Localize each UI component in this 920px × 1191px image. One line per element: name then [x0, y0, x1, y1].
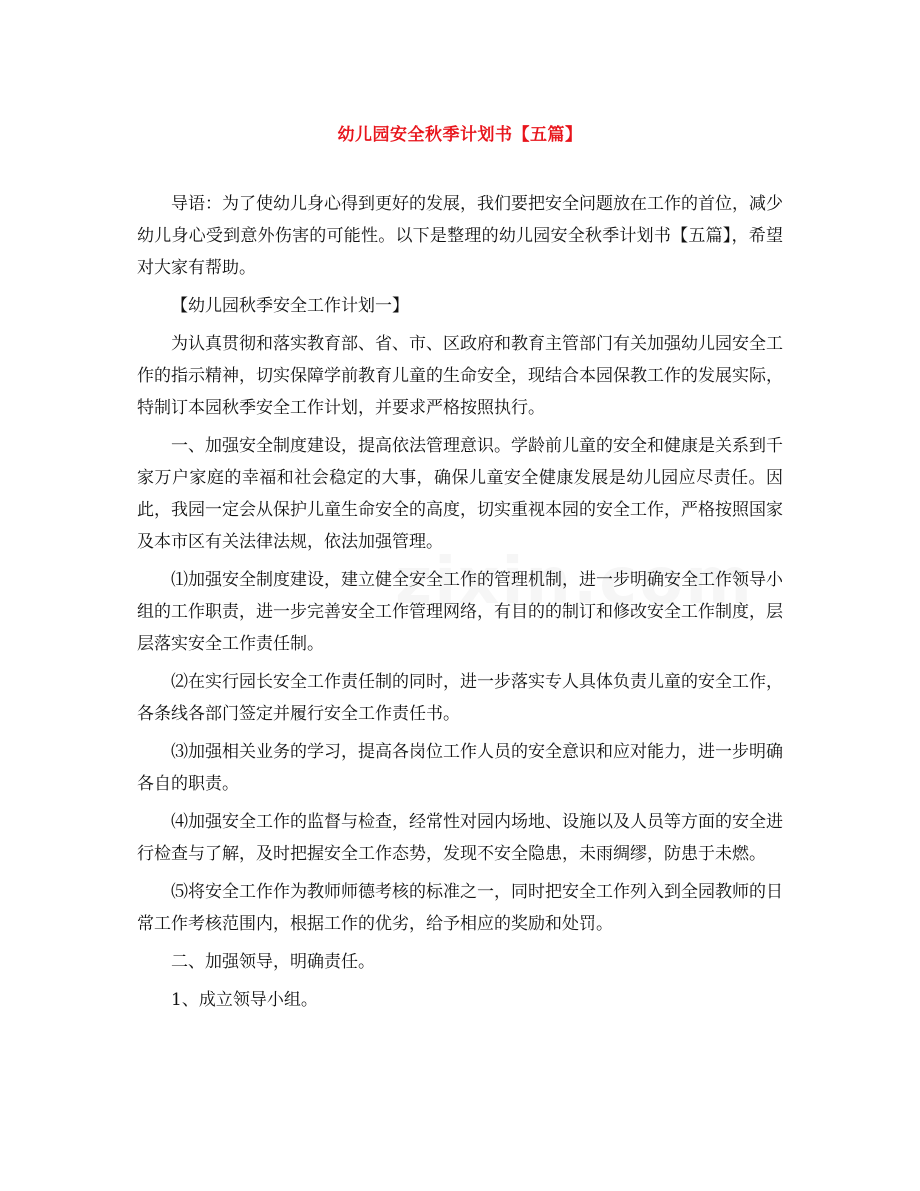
body-paragraph: 为认真贯彻和落实教育部、省、市、区政府和教育主管部门有关加强幼儿园安全工作的指示精神，切实保障学前教育儿童的生命安全，现结合本园保教工作的发展实际，特制订本园秋季安全工作计划，并要求严格按照执行。	[137, 334, 783, 418]
list-item: ⑵在实行园长安全工作责任制的同时，进一步落实专人具体负责儿童的安全工作，各条线各部门签定并履行安全工作责任书。	[137, 672, 783, 724]
list-item: ⑶加强相关业务的学习，提高各岗位工作人员的安全意识和应对能力，进一步明确各自的职责。	[137, 742, 783, 794]
body-paragraph: 一、加强安全制度建设，提高依法管理意识。学龄前儿童的安全和健康是关系到千家万户家庭的幸福和社会稳定的大事，确保儿童安全健康发展是幼儿园应尽责任。因此，我园一定会从保护儿童生命安全的高度，切实重视本园的安全工作，严格按照国家及本市区有关法律法规，依法加强管理。	[137, 436, 783, 552]
intro-paragraph: 导语：为了使幼儿身心得到更好的发展，我们要把安全问题放在工作的首位，减少幼儿身心受到意外伤害的可能性。以下是整理的幼儿园安全秋季计划书【五篇】，希望对大家有帮助。	[137, 194, 783, 278]
document-body	[137, 188, 783, 1022]
list-item: ⑸将安全工作作为教师师德考核的标准之一，同时把安全工作列入到全园教师的日常工作考核范围内，根据工作的优劣，给予相应的奖励和处罚。	[137, 882, 783, 934]
list-item: ⑴加强安全制度建设，建立健全安全工作的管理机制，进一步明确安全工作领导小组的工作职责，进一步完善安全工作管理网络，有目的的制订和修改安全工作制度，层层落实安全工作责任制。	[137, 570, 783, 654]
section-heading: 【幼儿园秋季安全工作计划一】	[171, 296, 409, 316]
list-item: ⑷加强安全工作的监督与检查，经常性对园内场地、设施以及人员等方面的安全进行检查与了解，及时把握安全工作态势，发现不安全隐患，未雨绸缪，防患于未燃。	[137, 812, 783, 864]
subsection-heading: 1、成立领导小组。	[171, 990, 318, 1010]
document-title: 幼儿园安全秋季计划书【五篇】	[337, 125, 583, 145]
subsection-heading: 二、加强领导，明确责任。	[171, 952, 375, 972]
